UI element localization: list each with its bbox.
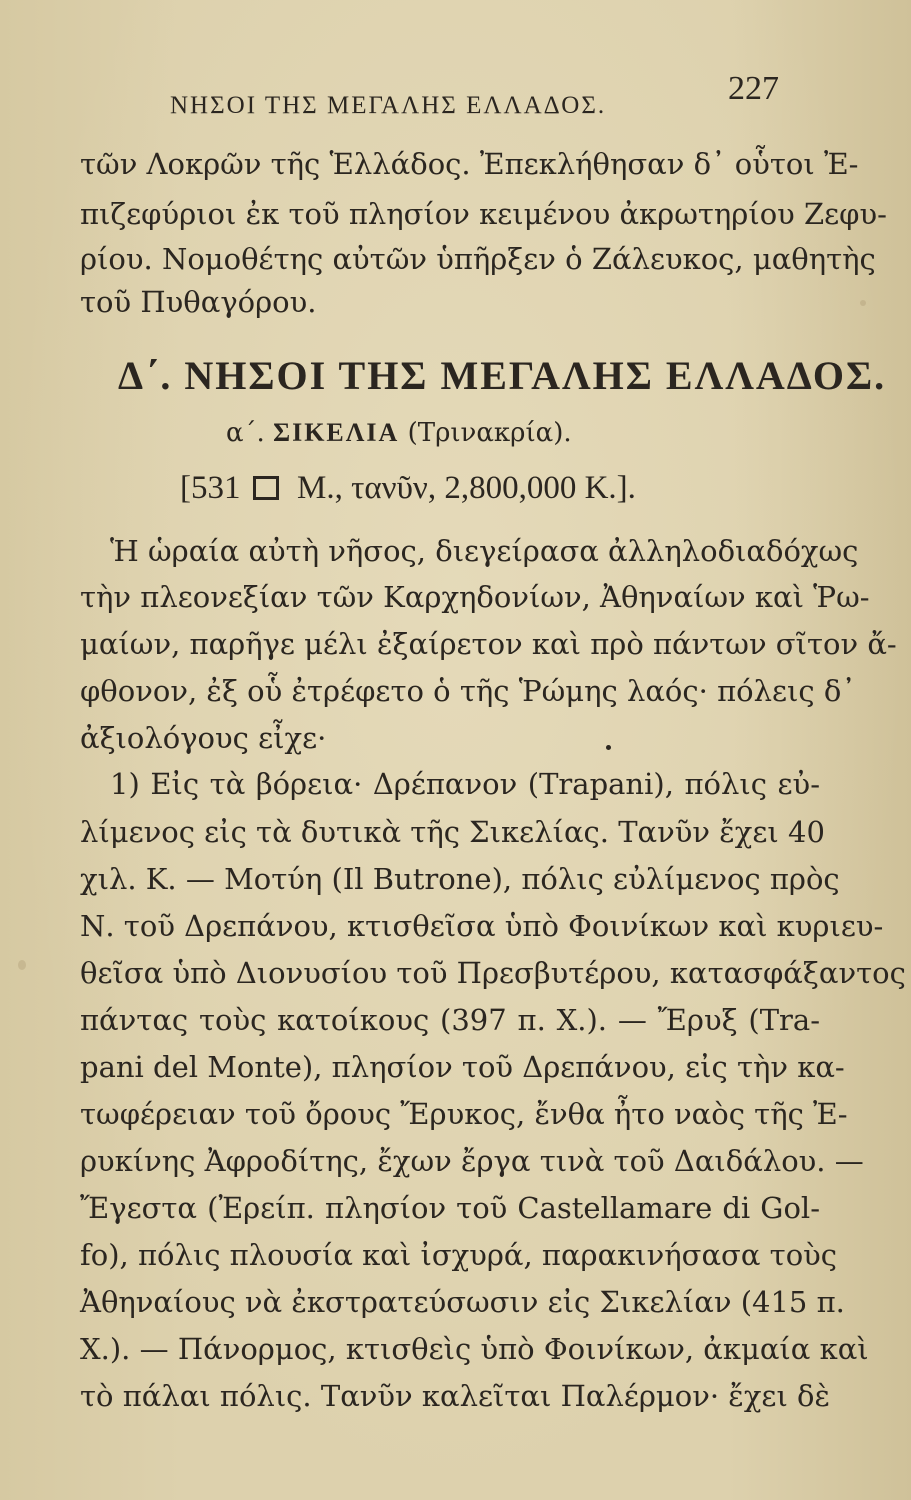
body-line: Ἔγεστα (Ἐρείπ. πλησίον τοῦ Castellamare di Gol- [80, 1191, 820, 1225]
running-head: ΝΗΣΟΙ ΤΗΣ ΜΕΓΑΛΗΣ ΕΛΛΑΔΟΣ. [170, 92, 607, 119]
subsection-name: ΣΙΚΕΛΙΑ [273, 418, 400, 447]
body-line: pani del Monte), πλησίον τοῦ Δρεπάνου, εἰς τὴν κα- [80, 1050, 845, 1084]
section-heading: Δ΄. ΝΗΣΟΙ ΤΗΣ ΜΕΓΑΛΗΣ ΕΛΛΑΔΟΣ. [118, 353, 887, 398]
body-line: Ἀθηναίους νὰ ἐκστρατεύσωσιν εἰς Σικελίαν (415 π. [80, 1285, 845, 1319]
intro-line: τοῦ Πυθαγόρου. [80, 285, 317, 319]
subsection-alt-name: (Τρινακρία). [407, 418, 572, 448]
body-line: τὸ πάλαι πόλις. Τανῦν καλεῖται Παλέρμον· ἔχει δὲ [80, 1379, 831, 1413]
body-line: τὴν πλεονεξίαν τῶν Καρχηδονίων, Ἀθηναίων καὶ Ῥω- [80, 580, 870, 614]
body-line: ρυκίνης Ἀφροδίτης, ἔχων ἔργα τινὰ τοῦ Δαιδάλου. — [80, 1144, 864, 1178]
body-line: τωφέρειαν τοῦ ὄρους Ἔρυκος, ἔνθα ἦτο ναὸς τῆς Ἐ- [80, 1097, 848, 1131]
intro-line: ρίου. Νομοθέτης αὐτῶν ὑπῆρξεν ὁ Ζάλευκος, μαθητὴς [80, 242, 876, 276]
square-miles-icon [253, 476, 279, 500]
body-line: ἀξιολόγους εἶχε· [80, 721, 327, 755]
subsection-heading [226, 418, 572, 448]
intro-line: τῶν Λοκρῶν τῆς Ἑλλάδος. Ἐπεκλήθησαν δ᾽ οὗτοι Ἐ- [80, 147, 859, 181]
body-line: πάντας τοὺς κατοίκους (397 π. Χ.). — Ἔρυξ (Tra- [80, 1003, 820, 1037]
intro-line: πιζεφύριοι ἐκ τοῦ πλησίον κειμένου ἀκρωτηρίου Ζεφυ- [80, 197, 887, 231]
body-line: θεῖσα ὑπὸ Διονυσίου τοῦ Πρεσβυτέρου, κατασφάξαντος [80, 956, 906, 990]
body-line: 1) Εἰς τὰ βόρεια· Δρέπανον (Trapani), πόλις εὐ- [110, 767, 820, 801]
paper-stain [860, 300, 866, 306]
body-line: μαίων, παρῆγε μέλι ἐξαίρετον καὶ πρὸ πάντων σῖτον ἄ- [80, 627, 897, 661]
body-line: φθονον, ἐξ οὗ ἐτρέφετο ὁ τῆς Ῥώμης λαός· πόλεις δ᾽ [80, 674, 856, 708]
area-population-line [180, 470, 636, 507]
body-line: λίμενος εἰς τὰ δυτικὰ τῆς Σικελίας. Τανῦν ἔχει 40 [80, 815, 825, 849]
paper-stain [18, 960, 26, 970]
subsection-number: α΄. [226, 418, 265, 448]
stray-dot [606, 745, 611, 750]
body-line: Ἡ ὡραία αὐτὴ νῆσος, διεγείρασα ἀλληλοδιαδόχως [110, 534, 859, 568]
population-value: Μ., τανῦν, 2,800,000 Κ.]. [297, 470, 636, 506]
page-number: 227 [728, 70, 779, 107]
body-line: χιλ. Κ. — Μοτύη (Il Butrone), πόλις εὐλίμενος πρὸς [80, 862, 840, 896]
body-line: Ν. τοῦ Δρεπάνου, κτισθεῖσα ὑπὸ Φοινίκων καὶ κυριευ- [80, 909, 884, 943]
body-line: Χ.). — Πάνορμος, κτισθεὶς ὑπὸ Φοινίκων, ἀκμαία καὶ [80, 1332, 869, 1366]
body-line: fo), πόλις πλουσία καὶ ἰσχυρά, παρακινήσασα τοὺς [80, 1238, 838, 1272]
area-value: [531 [180, 470, 241, 506]
